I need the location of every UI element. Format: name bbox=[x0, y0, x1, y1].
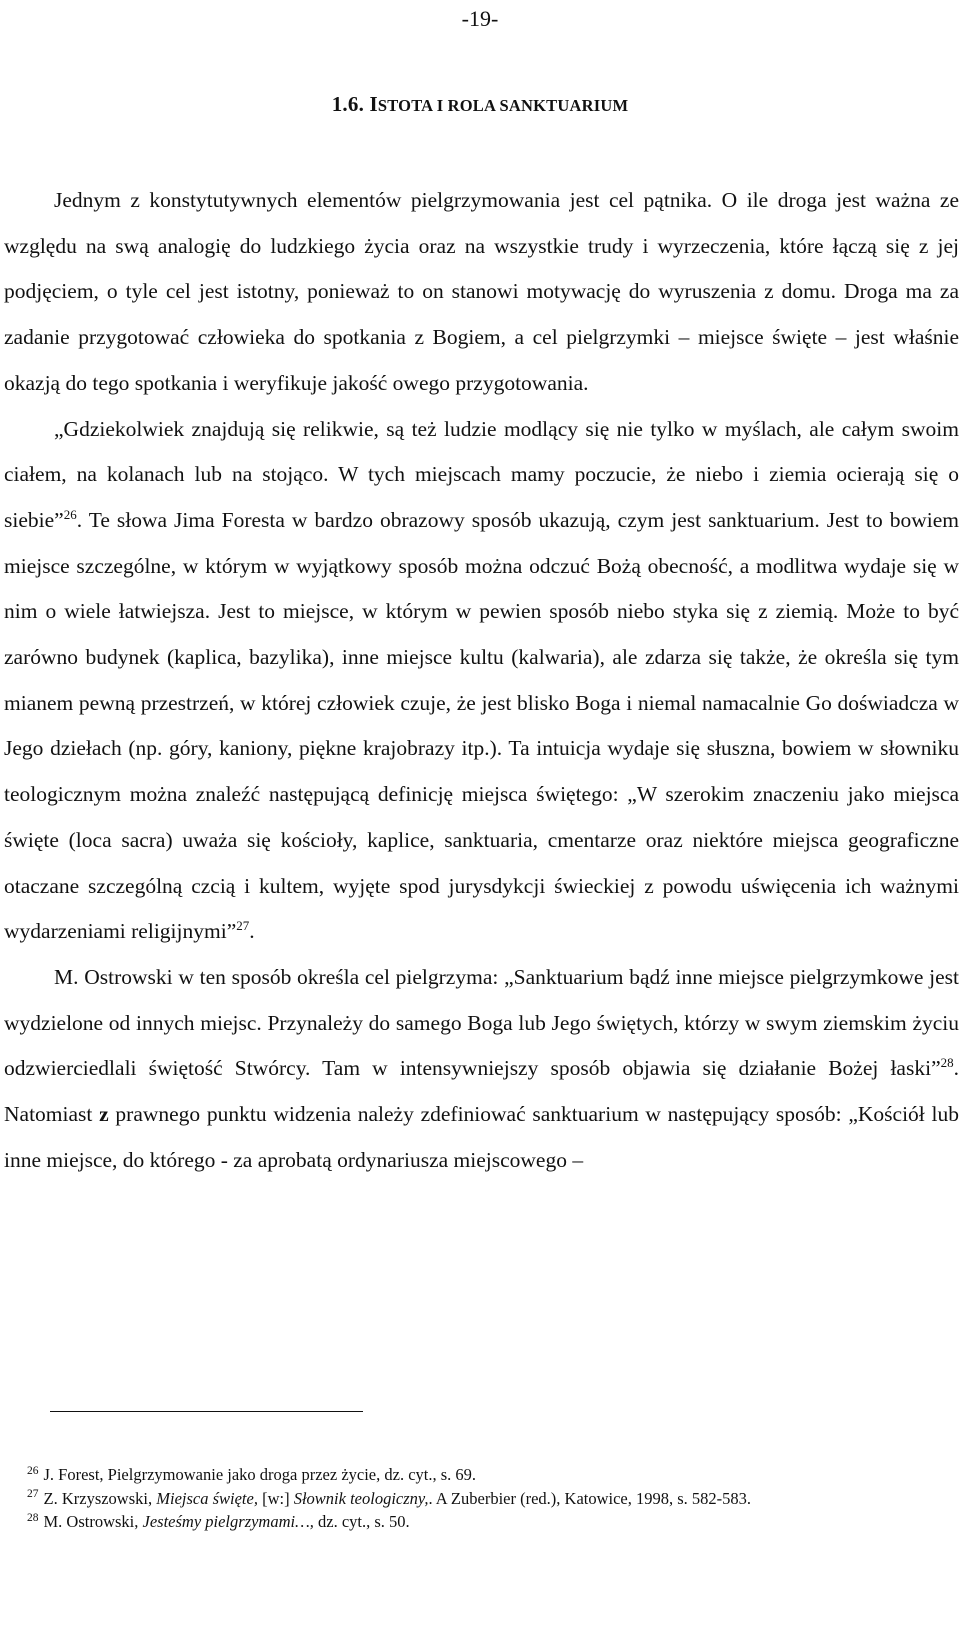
paragraph-2-text-a: „Gdziekolwiek znajdują się relikwie, są też ludzie modlący się nie tylko w myślach, ale całym swoim ciałem, na kolanach lub na stojąco. W tych miejscach mamy poczucie, że niebo i ziemia ocierają się o siebie” bbox=[4, 416, 959, 532]
paragraph-1 bbox=[4, 178, 959, 407]
footnote-26 bbox=[4, 1464, 959, 1486]
paragraph-3-text-a: M. Ostrowski w ten sposób określa cel pielgrzyma: „Sanktuarium bądź inne miejsce pielgrzymkowe jest wydzielone od innych miejsc. Przynależy do samego Boga lub Jego świętych, którzy w swym ziemskim życiu odzwierciedlali świętość Stwórcy. Tam w intensywniejszy sposób objawia się działanie Bożej łaski” bbox=[4, 964, 959, 1081]
paragraph-3-text-b: . Natomiast bbox=[4, 1056, 959, 1127]
footnote-number: 28 bbox=[27, 1511, 39, 1524]
footnote-text-c: . A Zuberbier (red.), Katowice, 1998, s. 582-583. bbox=[428, 1488, 752, 1508]
paragraph-3-bold-z: z bbox=[99, 1102, 109, 1127]
paragraph-2-text-c: . bbox=[249, 919, 255, 944]
body-text bbox=[4, 178, 959, 1183]
footnote-28 bbox=[4, 1511, 959, 1533]
section-heading bbox=[0, 92, 960, 117]
section-title bbox=[370, 92, 629, 116]
footnote-title-b: Słownik teologiczny, bbox=[293, 1488, 429, 1508]
section-number: 1.6. bbox=[331, 92, 365, 116]
footnote-27 bbox=[4, 1488, 959, 1510]
footnote-number: 26 bbox=[27, 1464, 39, 1477]
section-title-rest: STOTA I ROLA SANKTUARIUM bbox=[377, 96, 629, 115]
footnote-text-a: Z. Krzyszowski, bbox=[43, 1488, 157, 1508]
footnote-separator bbox=[50, 1411, 363, 1412]
section-title-initial: I bbox=[369, 92, 378, 116]
paragraph-3-text-c: prawnego punktu widzenia należy zdefiniować sanktuarium w następujący sposób: „Kościół lub inne miejsce, do którego - za aprobatą ordynariusza miejscowego – bbox=[4, 1102, 960, 1172]
footnote-title: Jesteśmy pielgrzymami…, bbox=[142, 1512, 314, 1531]
footnotes bbox=[4, 1464, 959, 1535]
paragraph-2-text-b: . Te słowa Jima Foresta w bardzo obrazowy sposób ukazują, czym jest sanktuarium. Jest to bowiem miejsce szczególne, w którym w wyjątkowy sposób można odczuć Bożą obecność, a modlitwa wydaje się w nim o wiele łatwiejsza. Jest to miejsce, w którym w pewien sposób niebo styka się z ziemią. Może to być zarówno budynek (kaplica, bazylika), inne miejsce kultu (kalwaria), ale zdarza się także, że określa się tym mianem pewną przestrzeń, w której człowiek czuje, że jest blisko Boga i niemal namacalnie Go doświadcza w Jego dziełach (np. góry, kaniony, piękne krajobrazy itp.). Ta intuicja wydaje się słuszna, bowiem w słowniku teologicznym można znaleźć następującą definicję miejsca świętego: „W szerokim znaczeniu jako miejsca święte (loca sacra) uważa się kościoły, kaplice, sanktuaria, cmentarze oraz niektóre miejsca geograficzne otaczane szczególną czcią i kultem, wyjęte spod jurysdykcji świeckiej z powodu uświęcenia ich ważnymi wydarzeniami religijnymi” bbox=[4, 507, 959, 944]
footnote-ref-28[interactable]: 28 bbox=[940, 1055, 954, 1071]
footnote-text-b: [w:] bbox=[257, 1488, 294, 1508]
footnote-text-b: dz. cyt., s. 50. bbox=[313, 1512, 410, 1531]
paragraph-1-text: Jednym z konstytutywnych elementów pielgrzymowania jest cel pątnika. O ile droga jest ważna ze względu na swą analogię do ludzkiego życia oraz na wszystkie trudy i wyrzeczenia, które łączą się z jej podjęciem, o tyle cel jest istotny, ponieważ to on stanowi motywację do wyruszenia z domu. Droga ma za zadanie przygotować człowieka do spotkania z Bogiem, a cel pielgrzymki – miejsce święte – jest właśnie okazją do tego spotkania i weryfikuje jakość owego przygotowania. bbox=[4, 188, 959, 395]
footnote-number: 27 bbox=[27, 1488, 39, 1500]
footnote-ref-27[interactable]: 27 bbox=[236, 918, 250, 934]
paragraph-3 bbox=[4, 955, 959, 1184]
paragraph-2 bbox=[4, 407, 959, 955]
page-number: -19- bbox=[461, 6, 499, 31]
footnote-text-a: M. Ostrowski, bbox=[43, 1512, 143, 1531]
footnote-title-a: Miejsca święte, bbox=[156, 1488, 258, 1508]
footnote-text: J. Forest, Pielgrzymowanie jako droga przez życie, dz. cyt., s. 69. bbox=[43, 1465, 477, 1484]
footnote-ref-26[interactable]: 26 bbox=[63, 506, 77, 522]
